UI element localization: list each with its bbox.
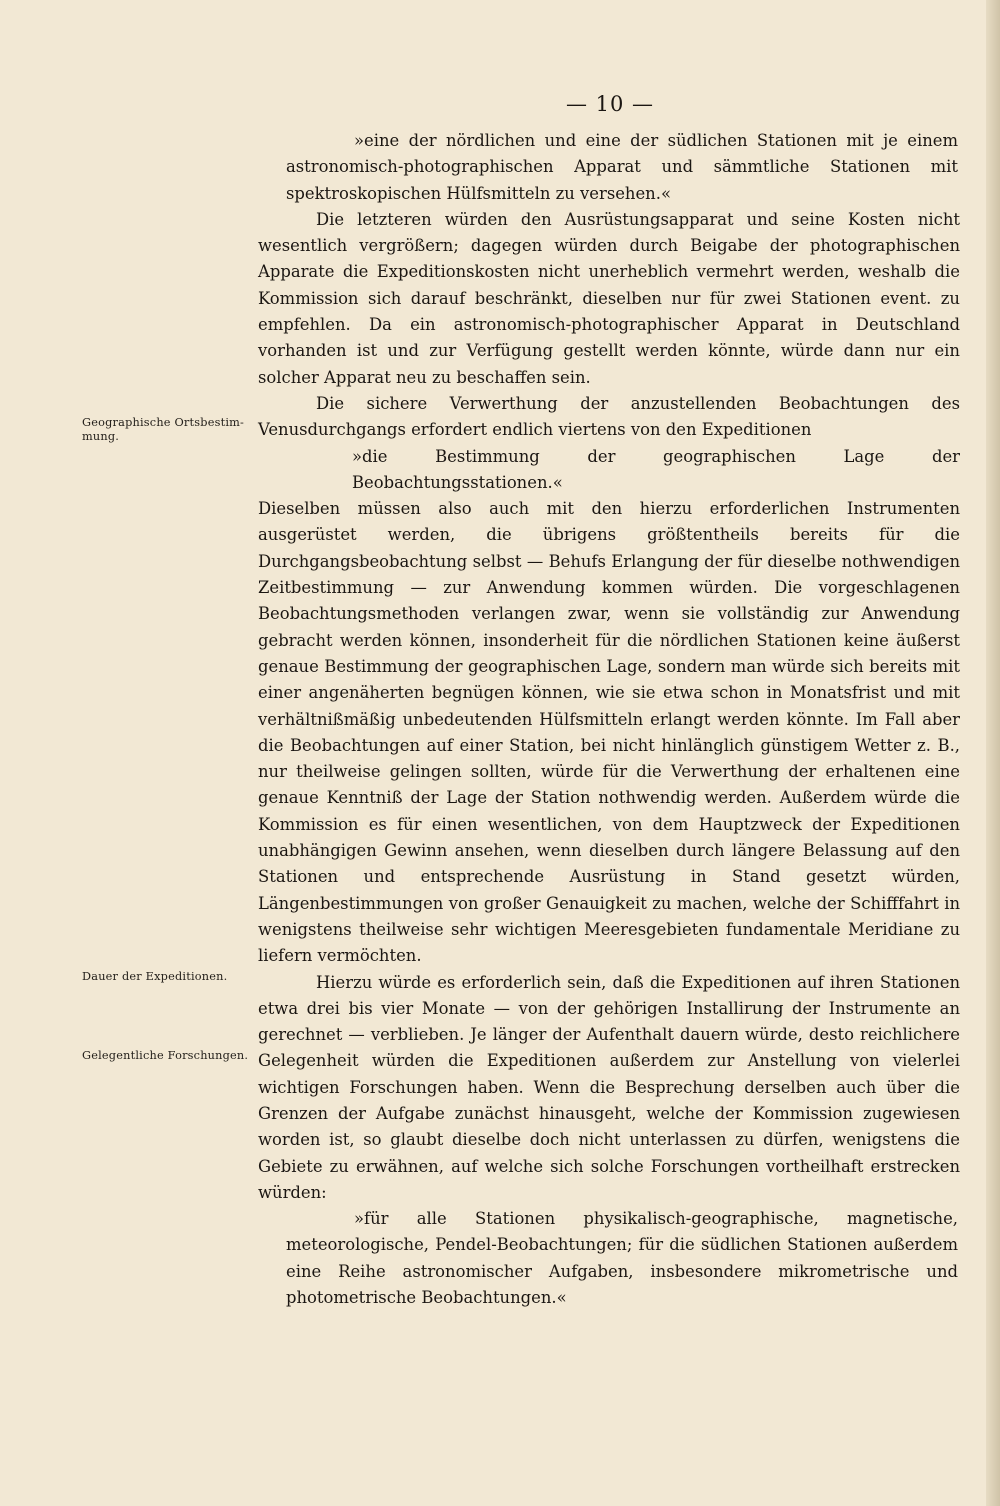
paragraph-quote-stations: »eine der nördlichen und eine der südlichen Stationen mit je einem astronomisch-photographischen Apparat und sämmtliche Stationen mit spektroskopischen Hülfsmitteln zu versehen.« bbox=[286, 131, 958, 203]
paragraph-quote-geographic-position: »die Bestimmung der geographischen Lage der Beobachtungsstationen.« bbox=[352, 446, 960, 492]
paragraph-venus-transit: Die sichere Verwerthung der anzustellenden Beobachtungen des Venusdurchgangs erfordert endlich viertens von den Expeditionen bbox=[258, 393, 960, 440]
page-number: — 10 — bbox=[565, 92, 655, 116]
page-edge bbox=[986, 0, 1000, 1506]
margin-note-occasional-research: Gelegentliche Forschungen. bbox=[82, 1049, 249, 1062]
paragraph-instruments: Dieselben müssen also auch mit den hierzu erforderlichen Instrumenten ausgerüstet werden, die übrigens größtentheils bereits für die Durchgangsbeobachtung selbst — Behufs Erlangung der für dieselbe nothwendigen Zeitbestimmung — zur Anwendung kommen würden. Die vorgeschlagenen Beobachtungsmethoden verlangen zwar, wenn sie vollständig zur Anwendung gebracht werden können, insonderheit für die nördlichen Stationen keine äußerst genaue Bestimmung der geographischen Lage, sondern man würde sich bereits mit einer angenäherten begnügen können, wie sie etwa schon in Monatsfrist und mit verhältnißmäßig unbedeutenden Hülfsmitteln erlangt werden könnte. Im Fall aber die Beobachtungen auf einer Station, bei nicht hinlänglich günstigem Wetter z. B., nur theilweise gelingen sollten, würde für die Verwerthung der erhaltenen eine genaue Kenntniß der Lage der Station nothwendig werden. Außerdem würde die Kommission es für einen wesentlichen, von dem Hauptzweck der Expeditionen unabhängigen Gewinn ansehen, wenn dieselben durch längere Belassung auf den Stationen und entsprechende Ausrüstung in Stand gesetzt würden, Längenbestimmungen von großer Genauigkeit zu machen, welche der Schifffahrt in wenigstens theilweise sehr wichtigen Meeresgebieten fundamentale Meridiane zu liefern vermöchten. bbox=[258, 499, 960, 966]
margin-note-geographic-location: Geographische Ortsbestim-mung. bbox=[82, 416, 245, 443]
paragraph-quote-observations: »für alle Stationen physikalisch-geographische, magnetische, meteorologische, Pendel-Beobachtungen; für die südlichen Stationen außerdem eine Reihe astronomischer Aufgaben, insbesondere mikrometrische und photometrische Beobachtungen.« bbox=[286, 1209, 958, 1308]
margin-note-expedition-duration: Dauer der Expeditionen. bbox=[82, 970, 228, 983]
paragraph-photographic-apparatus: Die letzteren würden den Ausrüstungsapparat und seine Kosten nicht wesentlich vergrößern; dagegen würden durch Beigabe der photographischen Apparate die Expeditionskosten nicht unerheblich vermehrt werden, weshalb die Kommission sich darauf beschränkt, dieselben nur für zwei Stationen event. zu empfehlen. Da ein astronomisch-photographischer Apparat in Deutschland vorhanden ist und zur Verfügung gestellt werden könnte, würde dann nur ein solcher Apparat neu zu beschaffen sein. bbox=[258, 209, 960, 387]
paragraph-duration: Hierzu würde es erforderlich sein, daß die Expeditionen auf ihren Stationen etwa drei bis vier Monate — von der gehörigen Installirung der Instrumente an gerechnet — verblieben. Je länger der Aufenthalt dauern würde, desto reichlichere Gelegenheit würden die Expeditionen außerdem zur Anstellung von vielerlei wichtigen Forschungen haben. Wenn die Besprechung derselben auch über die Grenzen der Aufgabe zunächst hinausgeht, welche der Kommission zugewiesen worden ist, so glaubt dieselbe doch nicht unterlassen zu dürfen, wenigstens die Gebiete zu erwähnen, auf welche sich solche Forschungen vortheilhaft erstrecken würden: bbox=[258, 972, 960, 1202]
body-text bbox=[258, 128, 960, 1311]
